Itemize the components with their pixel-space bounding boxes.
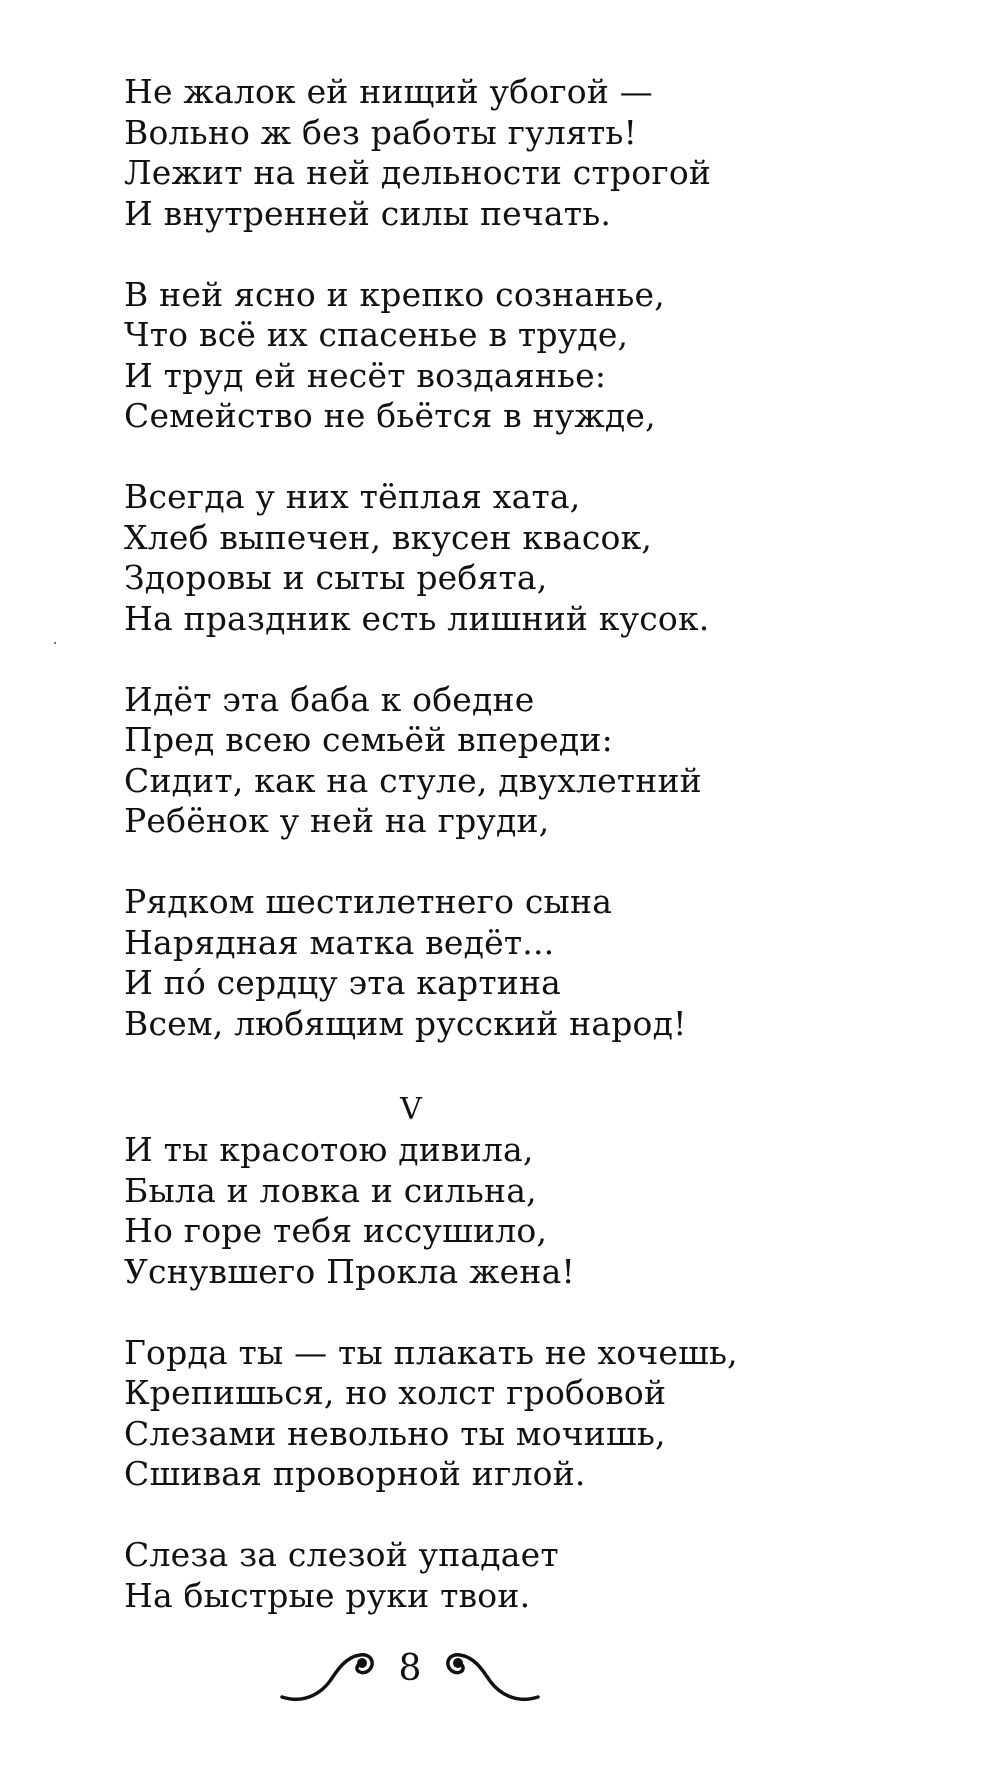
poem-line: Что всё их спасенье в труде, <box>124 315 629 354</box>
poem-line: Вольно ж без работы гулять! <box>124 112 638 152</box>
poem-line: Была и ловка и сильна, <box>124 1170 537 1210</box>
stanza-gap <box>124 842 944 883</box>
poem-line: Ребёнок у ней на груди, <box>124 801 550 840</box>
poem-line: Сшивая проворной иглой. <box>124 1454 586 1493</box>
poem-line: И по́ сердцу эта картина <box>124 963 562 1002</box>
section-numeral: V <box>400 1092 422 1127</box>
poem-line: На быстрые руки твои. <box>124 1575 531 1615</box>
poem-line: Но горе тебя иссушило, <box>124 1211 548 1250</box>
poem-line: Уснувшего Прокла жена! <box>124 1251 575 1291</box>
stanza-gap <box>124 437 944 478</box>
poem-line: Слезами невольно ты мочишь, <box>124 1413 666 1453</box>
poem-line: И труд ей несёт воздаянье: <box>124 355 607 395</box>
poem-line: Не жалок ей нищий убогой — <box>124 72 653 111</box>
poem-line: Всегда у них тёплая хата, <box>124 477 581 516</box>
page-number: 8 <box>398 1648 422 1689</box>
poem-line: Сидит, как на стуле, двухлетний <box>124 760 702 800</box>
page-footer <box>280 1645 540 1715</box>
scan-speck <box>54 642 56 644</box>
stanza <box>124 1333 944 1495</box>
poem-line: Слеза за слезой упадает <box>124 1535 559 1574</box>
poem-line: Семейство не бьётся в нужде, <box>124 396 656 435</box>
poem-line: И внутренней силы печать. <box>124 193 612 233</box>
stanza <box>124 680 944 842</box>
poem-line: Пред всею семьёй впереди: <box>124 720 613 759</box>
poem-line: В ней ясно и крепко сознанье, <box>124 274 665 314</box>
stanza-gap <box>124 1292 944 1333</box>
stanza-gap <box>124 234 944 275</box>
poem-line: Здоровы и сыты ребята, <box>124 558 548 597</box>
stanza <box>124 275 944 437</box>
poem-line: Крепишься, но холст гробовой <box>124 1373 667 1412</box>
stanza <box>124 882 944 1044</box>
poem-line: Нарядная матка ведёт... <box>124 922 555 962</box>
stanza <box>124 1130 944 1292</box>
poem-line: Идёт эта баба к обедне <box>124 679 535 719</box>
poem-line: Хлеб выпечен, вкусен квасок, <box>124 517 653 557</box>
stanza <box>124 1535 944 1616</box>
poem-line: Рядком шестилетнего сына <box>124 882 613 921</box>
stanza <box>124 72 944 234</box>
poem-line: Горда ты — ты плакать не хочешь, <box>124 1332 738 1372</box>
stanza-gap <box>124 1495 944 1536</box>
poem-line: Всем, любящим русский народ! <box>124 1003 687 1043</box>
stanza <box>124 477 944 639</box>
poem-line: На праздник есть лишний кусок. <box>124 598 710 638</box>
poem-part-2 <box>124 1130 944 1616</box>
poem-line: Лежит на ней дельности строгой <box>124 153 712 192</box>
stanza-gap <box>124 639 944 680</box>
poem-line: И ты красотою дивила, <box>124 1130 534 1169</box>
poem-part-1 <box>124 72 944 1044</box>
